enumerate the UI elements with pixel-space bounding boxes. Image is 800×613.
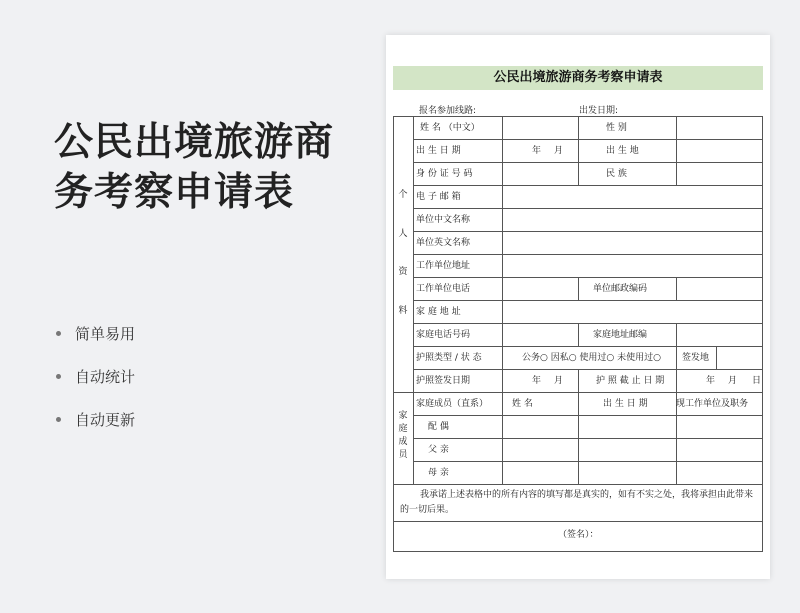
family-name-header: 姓 名 (512, 399, 533, 409)
section-family-char: 员 (398, 450, 408, 460)
section-personal-char: 个 (398, 190, 408, 200)
section-personal-char: 人 (398, 229, 408, 239)
issue-date-label: 护照签发日期 (416, 376, 471, 386)
email-label: 电 子 邮 箱 (416, 192, 461, 202)
departure-label: 出发日期: (579, 106, 619, 116)
home-address-label: 家 庭 地 址 (416, 307, 461, 317)
issue-place-label: 签发地 (682, 353, 710, 363)
passport-type-label: 护照类型 / 状 态 (416, 353, 482, 363)
feature-item: 简单易用 (56, 312, 135, 355)
father-label: 父 亲 (428, 445, 449, 455)
birth-month-label: 月 (554, 146, 564, 156)
bullet-icon (56, 331, 61, 336)
gender-label: 性 别 (606, 123, 627, 133)
work-phone-label: 工作单位电话 (416, 284, 471, 294)
headline-line-2: 务考察申请表 (54, 170, 295, 215)
section-personal-char: 资 (398, 267, 408, 277)
section-personal-char: 料 (398, 306, 408, 316)
birth-label: 出 生 日 期 (416, 146, 461, 156)
name-label: 姓 名 （中文） (420, 123, 480, 133)
ethnicity-label: 民 族 (606, 169, 627, 179)
org-cn-label: 单位中文名称 (416, 215, 471, 225)
family-birth-header: 出 生 日 期 (603, 399, 648, 409)
issue-year-label: 年 (532, 376, 542, 386)
form-preview (386, 35, 770, 579)
issue-month-label: 月 (554, 376, 564, 386)
family-member-label: 家庭成员（直系） (416, 399, 489, 409)
family-job-header: 现工作单位及职务 (676, 399, 749, 409)
home-zip-label: 家庭地址邮编 (593, 330, 648, 340)
expire-day-label: 日 (752, 376, 762, 386)
bullet-icon (56, 374, 61, 379)
signature-label: （签名）： (558, 530, 599, 540)
birthplace-label: 出 生 地 (606, 146, 639, 156)
id-label: 身 份 证 号 码 (416, 169, 473, 179)
work-address-label: 工作单位地址 (416, 261, 471, 271)
passport-options: 公务○ 因私○ 使用过○ 未使用过○ (522, 353, 661, 363)
home-phone-label: 家庭电话号码 (416, 330, 471, 340)
expire-date-label: 护 照 截 止 日 期 (596, 376, 665, 386)
org-zip-label: 单位邮政编码 (593, 284, 648, 294)
birth-year-label: 年 (532, 146, 542, 156)
form-title: 公民出境旅游商务考察申请表 (393, 66, 763, 90)
mother-label: 母 亲 (428, 468, 449, 478)
feature-item: 自动更新 (56, 398, 135, 441)
headline (54, 118, 334, 218)
org-en-label: 单位英文名称 (416, 238, 471, 248)
pledge-text: 我承诺上述表格中的所有内容的填写都是真实的，如有不实之处，我将承担由此带来的一切后果。 (400, 490, 754, 515)
section-family-char: 家 (398, 411, 408, 421)
feature-item: 自动统计 (56, 355, 135, 398)
section-family-char: 成 (398, 437, 408, 447)
route-label: 报名参加线路: (419, 106, 477, 116)
headline-line-1: 公民出境旅游商 (54, 120, 335, 165)
spouse-label: 配 偶 (428, 422, 449, 432)
expire-year-label: 年 (706, 376, 716, 386)
expire-month-label: 月 (728, 376, 738, 386)
bullet-icon (56, 417, 61, 422)
feature-list (56, 312, 135, 441)
section-family-char: 庭 (398, 424, 408, 434)
